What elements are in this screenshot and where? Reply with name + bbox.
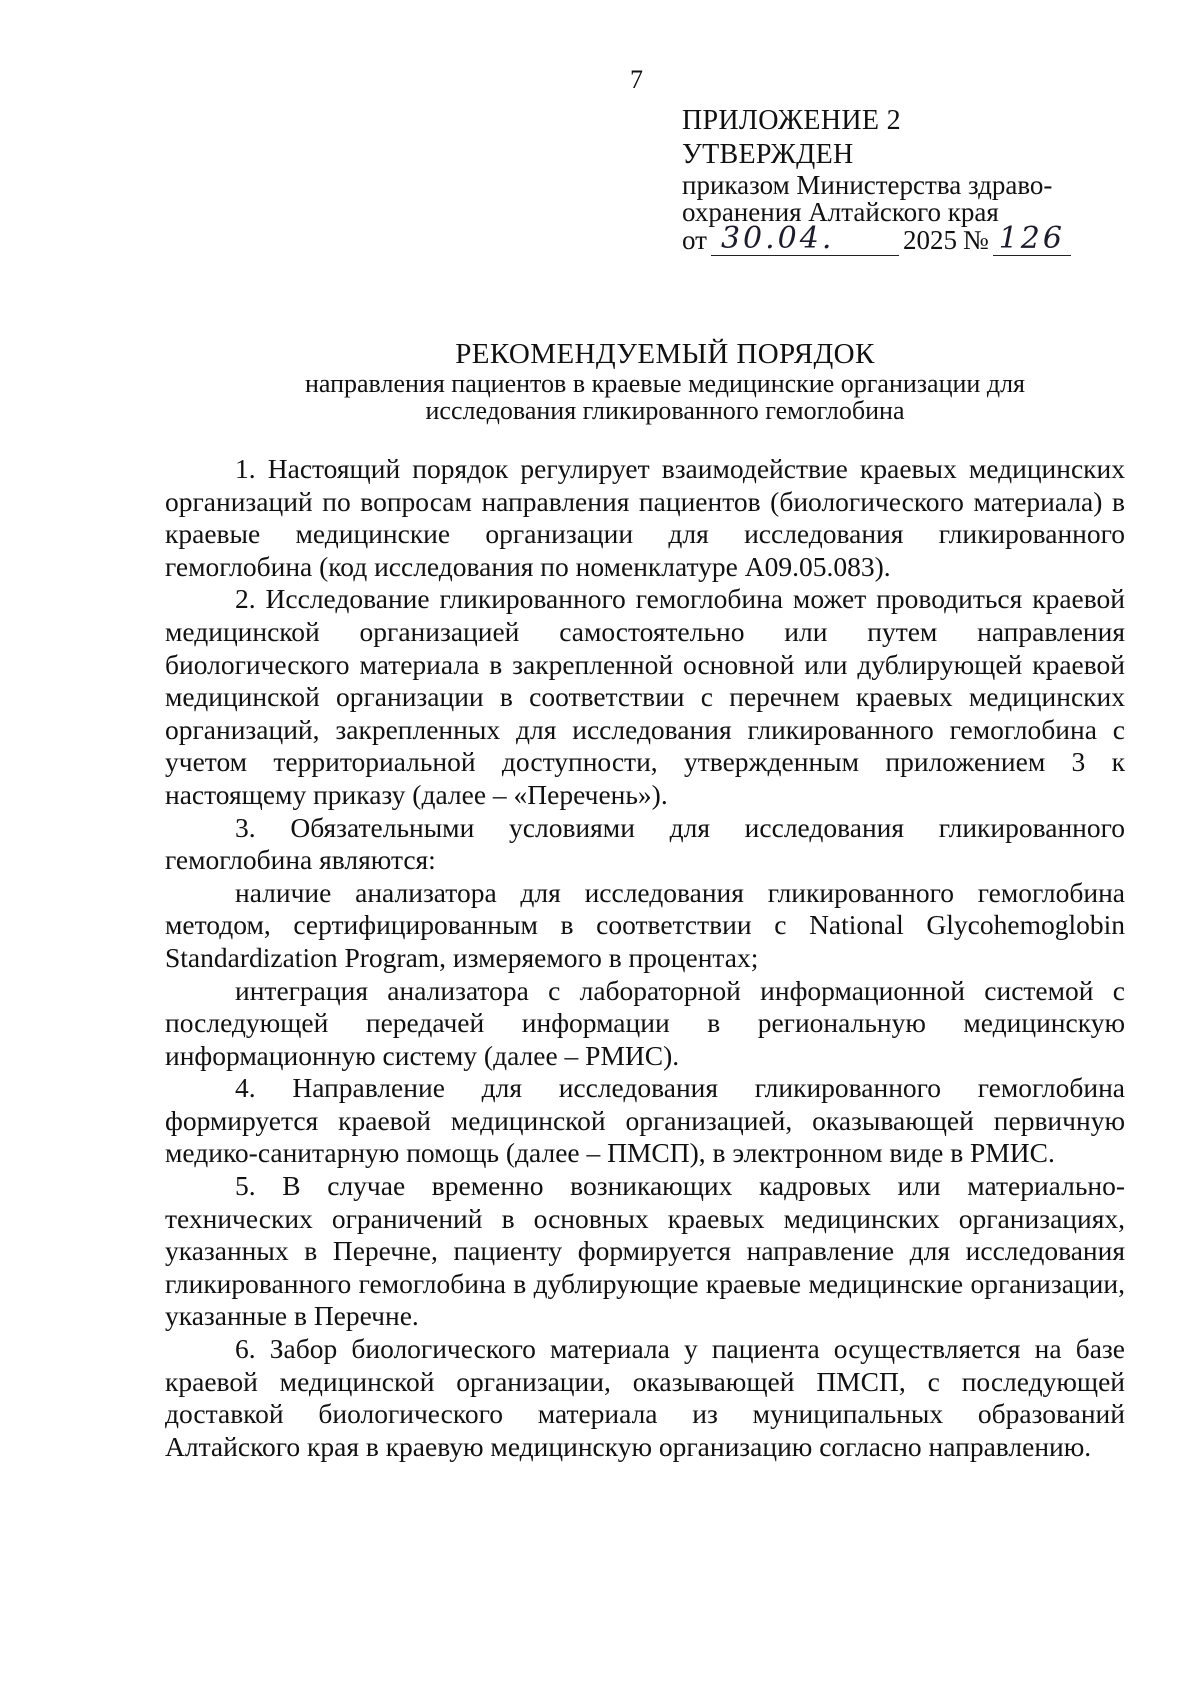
- paragraph-4: 4. Направление для исследования гликированного гемоглобина формируется краевой медицинской организацией, оказывающей первичную медико-санитарную помощь (далее – ПМСП), в электронном виде в РМИС.: [165, 1072, 1125, 1169]
- paragraph-3: 3. Обязательными условиями для исследования гликированного гемоглобина являются:: [165, 811, 1125, 876]
- number-blank: [993, 221, 1071, 256]
- from-label: от: [682, 225, 707, 255]
- document-title-block: [165, 338, 1165, 424]
- issuer-line-1: приказом Министерства здраво-: [682, 170, 1053, 200]
- order-date-number-row: [682, 221, 1142, 256]
- paragraph-6: 6. Забор биологического материала у пациента осуществляется на базе краевой медицинской организации, оказывающей ПМСП, с последующей доставкой биологического материала из муниципальных образований Алтайского края в краевую медицинскую организацию согласно направлению.: [165, 1333, 1125, 1462]
- approval-stamp-block: [682, 104, 1142, 256]
- paragraph-2: 2. Исследование гликированного гемоглобина может проводиться краевой медицинской организацией самостоятельно или путем направления биологического материала в закрепленной основной или дублирующей краевой медицинской организации в соответствии с перечнем краевых медицинских организаций, закрепленных для исследования гликированного гемоглобина с учетом территориальной доступности, утвержденным приложением 3 к настоящему приказу (далее – «Перечень»).: [165, 583, 1125, 810]
- paragraph-3-condition-1: наличие анализатора для исследования гликированного гемоглобина методом, сертифицированным в соответствии с National Glycohemoglobin Standardization Program, измеряемого в процентах;: [165, 876, 1125, 973]
- handwritten-number: 126: [998, 221, 1065, 256]
- page-number: 7: [630, 65, 643, 94]
- paragraph-3-condition-2: интеграция анализатора с лабораторной информационной системой с последующей передачей информации в региональную медицинскую информационную систему (далее – РМИС).: [165, 974, 1125, 1071]
- issuer-line-2: охранения Алтайского края: [682, 197, 999, 227]
- approved-label: УТВЕРЖДЕН: [682, 139, 854, 170]
- number-sign: №: [962, 225, 989, 255]
- year-label: 2025: [902, 225, 957, 255]
- paragraph-1: 1. Настоящий порядок регулирует взаимодействие краевых медицинских организаций по вопросам направления пациентов (биологического материала) в краевые медицинские организации для исследования гликированного гемоглобина (код исследования по номенклатуре А09.05.083).: [165, 453, 1125, 582]
- date-blank: [711, 221, 899, 256]
- handwritten-date: 30.04.: [720, 221, 835, 256]
- document-title: РЕКОМЕНДУЕМЫЙ ПОРЯДОК: [455, 338, 875, 370]
- document-subtitle: направления пациентов в краевые медицинские организации для исследования гликированного гемоглобина: [304, 369, 1025, 425]
- appendix-label: ПРИЛОЖЕНИЕ 2: [682, 105, 901, 136]
- document-body: [165, 453, 1125, 1463]
- paragraph-5: 5. В случае временно возникающих кадровых или материально-технических ограничений в основных краевых медицинских организациях, указанных в Перечне, пациенту формируется направление для исследования гликированного гемоглобина в дублирующие краевые медицинские организации, указанные в Перечне.: [165, 1170, 1125, 1332]
